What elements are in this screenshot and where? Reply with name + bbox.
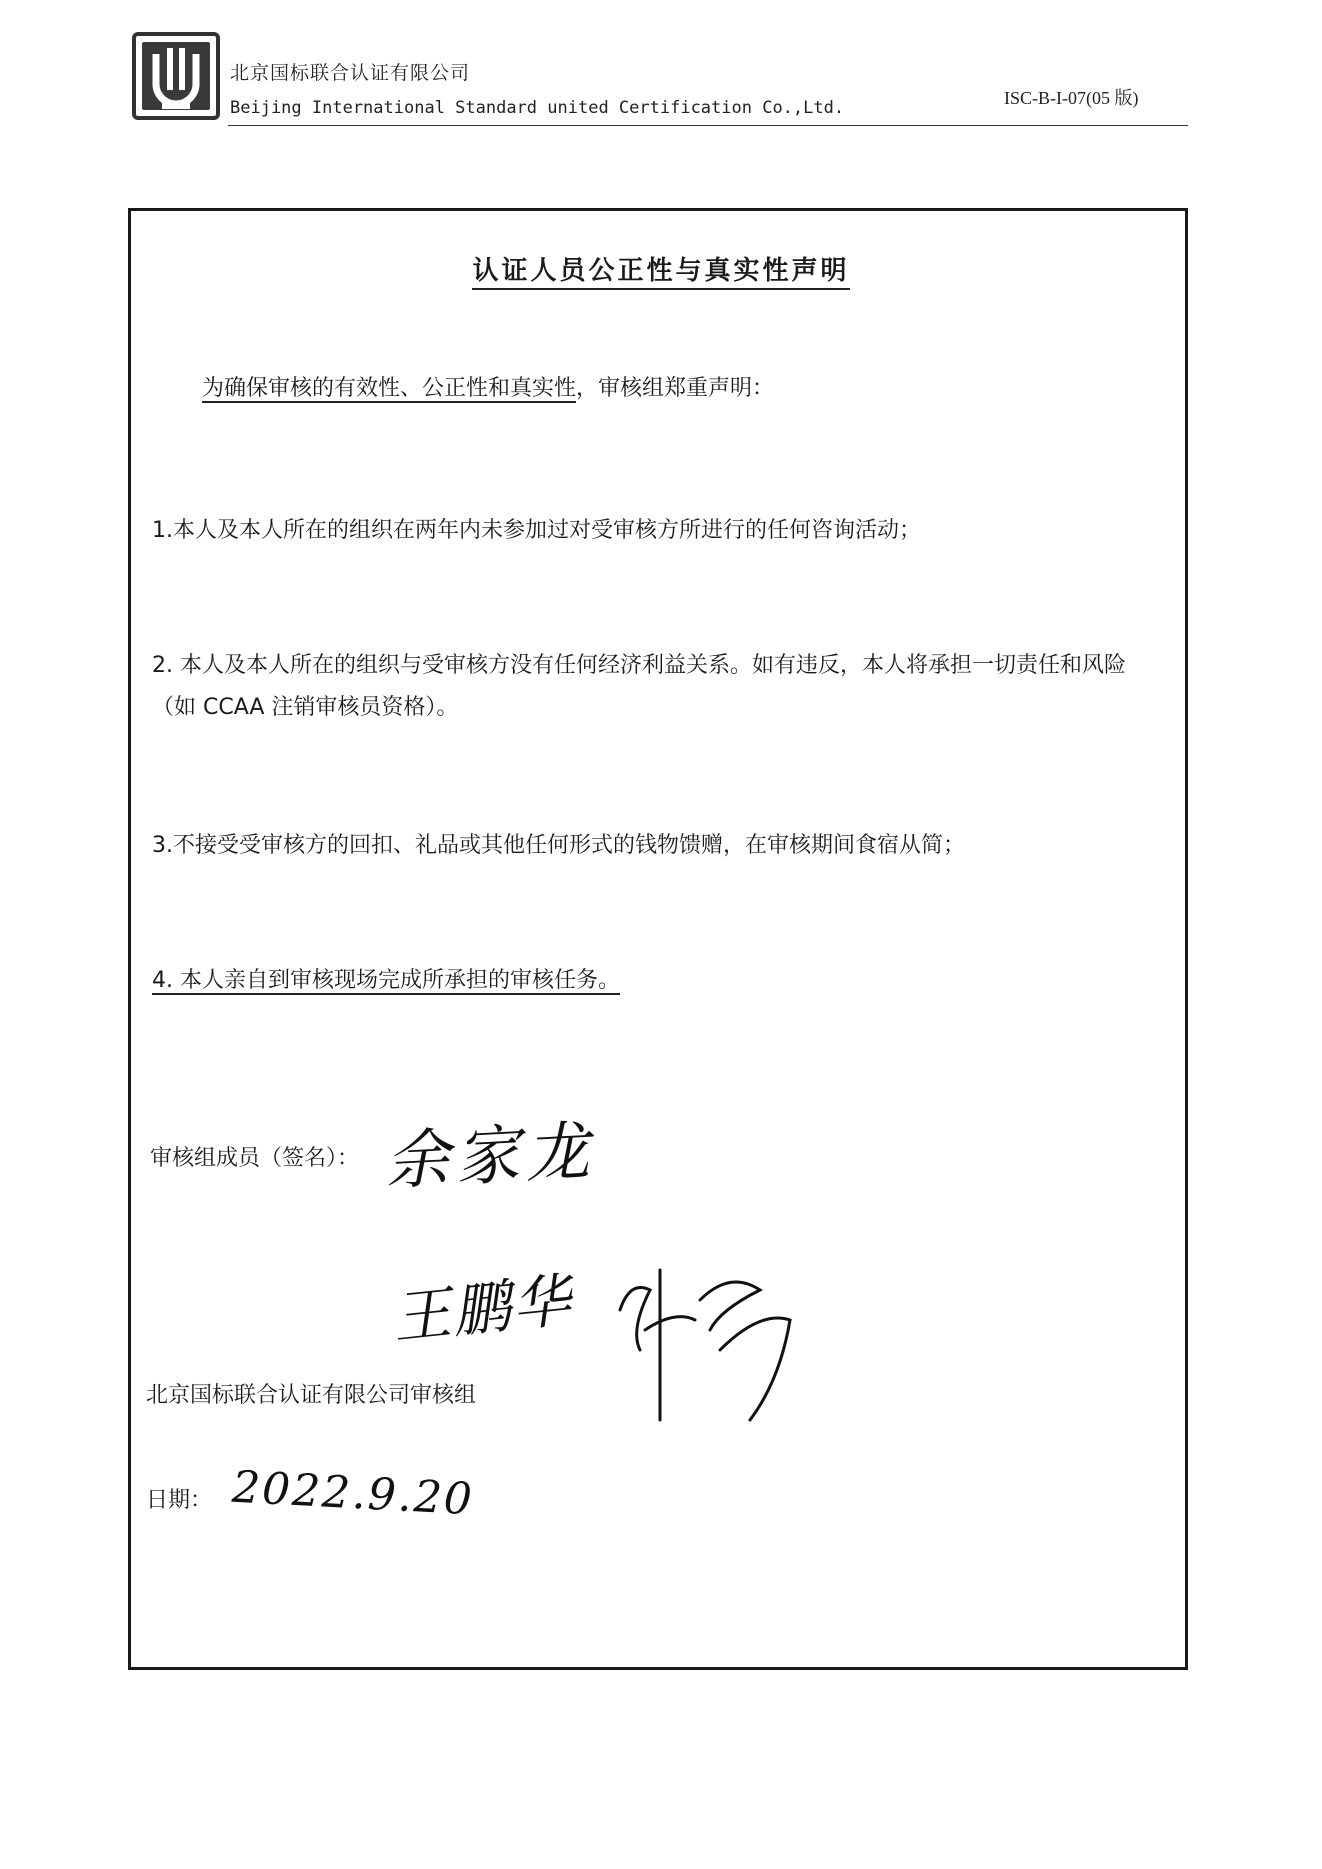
intro-underlined-text: 为确保审核的有效性、公正性和真实性 <box>202 376 577 401</box>
company-name-cn: 北京国标联合认证有限公司 <box>230 62 471 84</box>
declaration-item-1: 1.本人及本人所在的组织在两年内未参加过对受审核方所进行的任何咨询活动； <box>152 518 921 543</box>
signature-2: 王鹏华 <box>389 1265 576 1353</box>
declaration-item-4 <box>152 960 620 1002</box>
declaration-item-3: 3.不接受受审核方的回扣、礼品或其他任何形式的钱物馈赠，在审核期间食宿从简； <box>152 833 965 858</box>
header-divider <box>228 125 1188 126</box>
signature-3-scribble <box>600 1240 810 1450</box>
company-name-en: Beijing International Standard united Certification Co.,Ltd. <box>230 98 845 118</box>
intro-rest-text: ，审核组郑重声明： <box>576 376 775 401</box>
certification-logo-icon <box>132 32 220 120</box>
document-title <box>0 250 1322 287</box>
audit-team-organization: 北京国标联合认证有限公司审核组 <box>146 1383 477 1408</box>
members-signature-label: 审核组成员（签名）： <box>150 1146 360 1171</box>
signature-1: 余家龙 <box>383 1114 598 1200</box>
document-title-text: 认证人员公正性与真实性声明 <box>472 256 849 290</box>
document-code: ISC-B-I-07(05 版) <box>1004 88 1139 108</box>
date-value-handwritten: 2022.9.20 <box>230 1461 476 1526</box>
declaration-item-4-text: 4. 本人亲自到审核现场完成所承担的审核任务。 <box>152 968 620 993</box>
date-label: 日期： <box>146 1488 213 1513</box>
declaration-item-2: 2. 本人及本人所在的组织与受审核方没有任何经济利益关系。如有违反，本人将承担一切责任和风险（如 CCAA 注销审核员资格）。 <box>152 653 1126 720</box>
intro-paragraph <box>202 368 774 410</box>
declaration-frame <box>128 208 1188 1670</box>
